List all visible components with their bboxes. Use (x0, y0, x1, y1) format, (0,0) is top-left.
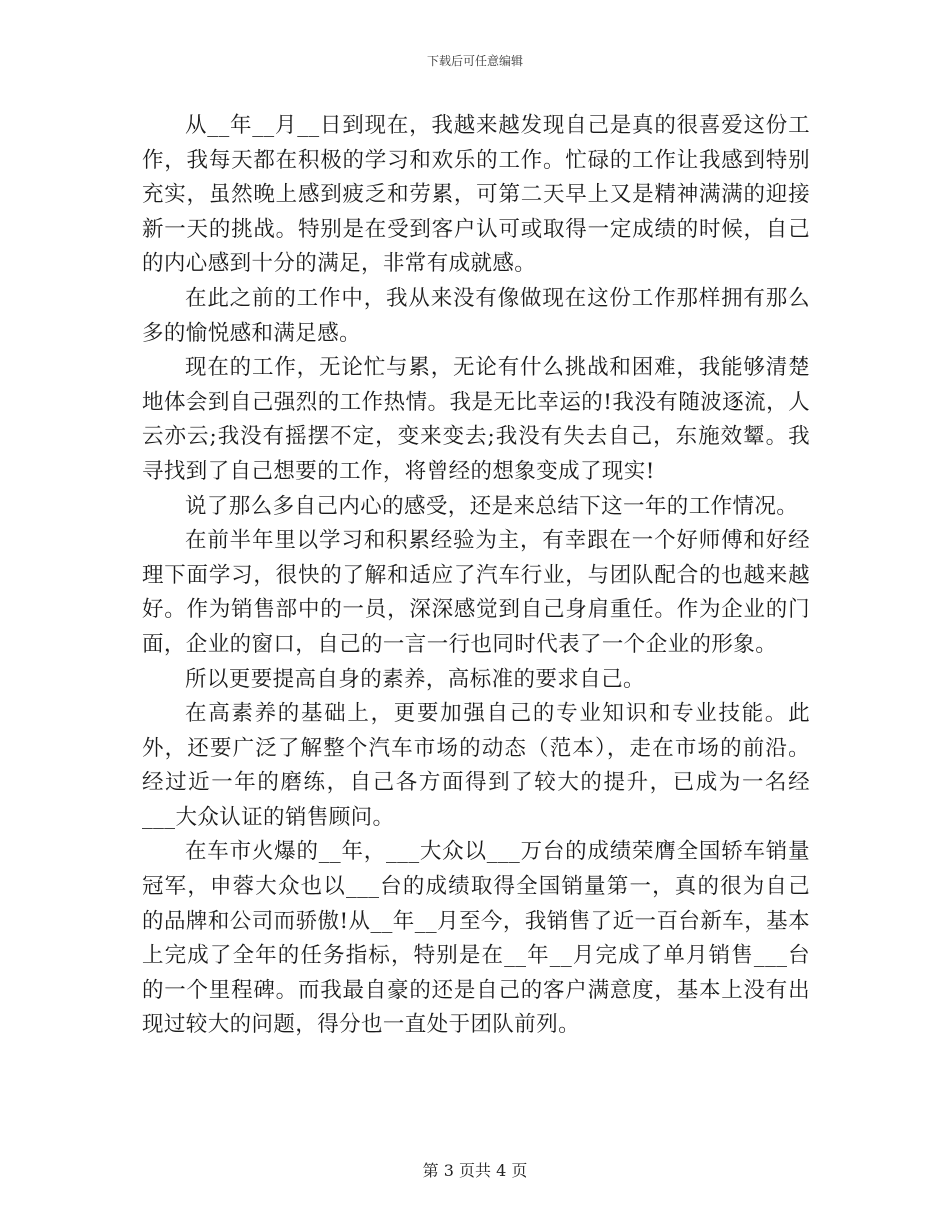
paragraph: 在此之前的工作中，我从来没有像做现在这份工作那样拥有那么多的愉悦感和满足感。 (142, 285, 810, 346)
paragraph: 所以更要提高自身的素养，高标准的要求自己。 (185, 666, 645, 692)
paragraph: 在车市火爆的__年，___大众以___万台的成绩荣膺全国轿车销量冠军，申蓉大众也以___台的成绩取得全国销量第一，真的很为自己的品牌和公司而骄傲!从__年__月至今，我销售了近一百台新车，基本上完成了全年的任务指标，特别是在__年__月完成了单月销售___台的一个里程碑。而我最自豪的还是自己的客户满意度，基本上没有出现过较大的问题，得分也一直处于团队前列。 (142, 839, 810, 1038)
document-body (142, 109, 810, 1043)
paragraph: 在前半年里以学习和积累经验为主，有幸跟在一个好师傅和好经理下面学习，很快的了解和适应了汽车行业，与团队配合的也越来越好。作为销售部中的一员，深深感觉到自己身肩重任。作为企业的门面，企业的窗口，自己的一言一行也同时代表了一个企业的形象。 (142, 528, 810, 657)
paragraph: 说了那么多自己内心的感受，还是来总结下这一年的工作情况。 (185, 493, 799, 519)
page-number-footer: 第 3 页共 4 页 (422, 1161, 528, 1180)
paragraph: 现在的工作，无论忙与累，无论有什么挑战和困难，我能够清楚地体会到自己强烈的工作热情。我是无比幸运的!我没有随波逐流，人云亦云;我没有摇摆不定，变来变去;我没有失去自己，东施效颦。我寻找到了自己想要的工作，将曾经的想象变成了现实! (142, 355, 810, 484)
paragraph: 在高素养的基础上，更要加强自己的专业知识和专业技能。此外，还要广泛了解整个汽车市场的动态（范本），走在市场的前沿。经过近一年的磨练，自己各方面得到了较大的提升，已成为一名经___大众认证的销售顾问。 (142, 701, 810, 830)
paragraph: 从__年__月__日到现在，我越来越发现自己是真的很喜爱这份工作，我每天都在积极的学习和欢乐的工作。忙碌的工作让我感到特别充实，虽然晚上感到疲乏和劳累，可第二天早上又是精神满满的迎接新一天的挑战。特别是在受到客户认可或取得一定成绩的时候，自己的内心感到十分的满足，非常有成就感。 (142, 113, 810, 277)
page-header: 下载后可任意编辑 (426, 54, 523, 68)
